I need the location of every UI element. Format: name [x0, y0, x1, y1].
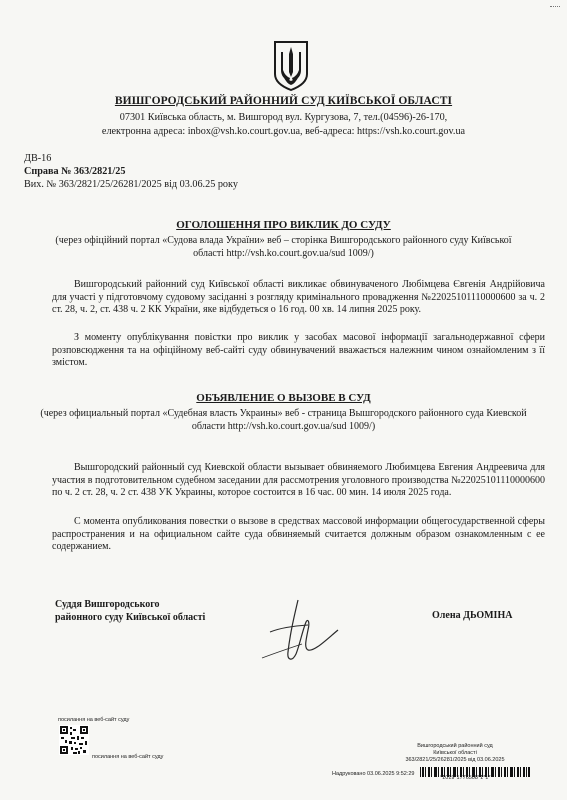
- ukr-notice-paragraph-2: З моменту опублікування повістки про виклик у засобах масової інформації загальнодержавної сфери розповсюдження та на офіційному веб-сайті суду обвинувачений вважається належним чином ознайомленим з її змістом.: [52, 332, 545, 369]
- case-number: Справа № 363/2821/25: [24, 166, 126, 177]
- judge-title: [55, 598, 205, 624]
- coat-of-arms-emblem: [273, 40, 309, 92]
- stamp-line-3: 363/2821/25/26281/2025 від 03.06.2025: [405, 757, 505, 763]
- judge-title-line-1: Суддя Вишгородського: [55, 599, 160, 610]
- scan-corner-mark: [550, 6, 560, 9]
- barcode-text: *1019*1776508*1*1*: [440, 775, 491, 781]
- judge-title-line-2: районного суду Київської області: [55, 612, 206, 623]
- court-contacts: електронна адреса: inbox@vsh.ko.court.gov.ua, веб-адреса: https://vsh.ko.court.gov.ua: [101, 126, 466, 137]
- printed-timestamp: Надруковано 03.06.2025 9:52:29: [332, 771, 415, 777]
- outgoing-number: Вих. № 363/2821/25/26281/2025 від 03.06.25 року: [24, 179, 238, 190]
- qr-code[interactable]: [59, 725, 89, 755]
- rus-notice-title: ОБЪЯВЛЕНИЕ О ВЫЗОВЕ В СУД: [196, 392, 371, 404]
- form-code: ДВ-16: [24, 153, 52, 164]
- registration-stamp: [380, 743, 530, 764]
- judge-name: Олена ДЬОМІНА: [432, 610, 513, 621]
- handwritten-signature: [250, 592, 350, 667]
- rus-notice-subtitle: (через официальный портал «Судебная власть Украины» веб - страница Вышгородского районного суда Киевской области http://vsh.ko.court.gov.ua/sud 1009/): [40, 408, 527, 432]
- ukr-notice-subtitle: (через офіційний портал «Судова влада України» веб – сторінка Вишгородського районного суду Київської області http://vsh.ko.court.gov.ua/sud 1009/): [55, 235, 512, 259]
- barcode: [420, 764, 530, 774]
- court-address: 07301 Київська область, м. Вишгород вул. Кургузова, 7, тел.(04596)-26-170,: [119, 112, 448, 123]
- ukr-notice-paragraph-1: Вишгородський районний суд Київської області викликає обвинуваченого Любімцева Євгенія Андрійовича для участі у підготовчому судовому засіданні з розгляду кримінального провадження №22025101110000600 за ч. 2 ст. 28, ч. 2, ст. 438 ч. 2 КК України, яке відбудеться о 16 год. 00 хв. 14 липня 2025 року.: [52, 279, 545, 316]
- ukr-notice-title: ОГОЛОШЕННЯ ПРО ВИКЛИК ДО СУДУ: [176, 219, 391, 231]
- court-name: ВИШГОРОДСЬКИЙ РАЙОННИЙ СУД КИЇВСЬКОЇ ОБЛАСТІ: [114, 95, 453, 107]
- stamp-line-2: Київської області: [433, 750, 477, 756]
- qr-caption-bottom: посилання на веб-сайт суду: [92, 754, 164, 760]
- stamp-line-1: Вишгородський районний суд: [417, 743, 493, 749]
- qr-caption-top: посилання на веб-сайт суду: [58, 717, 130, 723]
- rus-notice-paragraph-1: Вышгородский районный суд Киевской области вызывает обвиняемого Любимцева Евгения Андреевича для участия в подготовительном судебном заседании для рассмотрения уголовного производства №22025101110000600 по ч. 2 ст. 28, ч. 2 ст. 438 УК Украины, которое состоится в 16 час. 00 мин. 14 июля 2025 года.: [52, 462, 545, 499]
- rus-notice-paragraph-2: С момента опубликования повестки о вызове в средствах массовой информации общегосударственной сферы распространения и на официальном сайте суда обвиняемый считается должным образом ознакомленным с ее содержанием.: [52, 516, 545, 553]
